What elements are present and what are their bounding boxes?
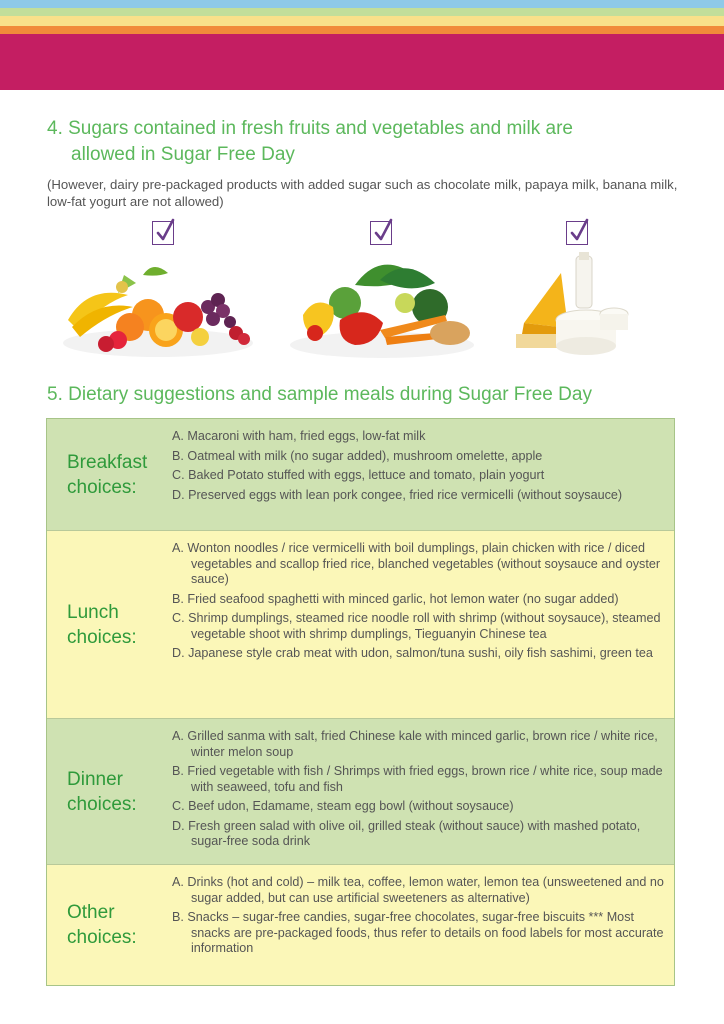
dairy-image — [506, 248, 636, 366]
section-4-heading-line2: allowed in Sugar Free Day — [71, 144, 295, 165]
header-stripe-yellow — [0, 16, 724, 26]
meal-items — [172, 719, 674, 864]
header-stripe-blue — [0, 0, 724, 8]
meal-item: A. Grilled sanma with salt, fried Chinese kale with minced garlic, brown rice / white rice, winter melon soup — [172, 729, 658, 759]
meal-item: B. Fried vegetable with fish / Shrimps with fried eggs, brown rice / white rice, soup made with seaweed, tofu and fish — [172, 764, 663, 794]
meal-label-line2: choices: — [67, 927, 137, 948]
meal-row-breakfast — [47, 419, 674, 531]
meal-item: C. Shrimp dumplings, steamed rice noodle roll with shrimp (without soysauce), steamed vegetable shoot with shrimp dumplings, Tieguanyin Chinese tea — [172, 611, 661, 641]
meals-table — [46, 418, 675, 986]
meal-label-line2: choices: — [67, 476, 137, 498]
fruits-image — [58, 245, 258, 365]
meal-label-line2: choices: — [67, 793, 137, 815]
section-5-heading: 5. Dietary suggestions and sample meals during Sugar Free Day — [47, 384, 592, 405]
checkmark-icon — [370, 221, 392, 245]
meal-label-line1: Other — [67, 902, 115, 923]
meal-items — [172, 531, 674, 718]
checkmark-icon — [152, 221, 174, 245]
meal-items — [172, 419, 674, 530]
meal-label-line2: choices: — [67, 626, 137, 648]
section-4-heading — [47, 116, 687, 168]
meal-item: D. Japanese style crab meat with udon, salmon/tuna sushi, oily fish sashimi, green tea — [172, 646, 653, 660]
meal-row-other — [47, 865, 674, 985]
meal-items — [172, 865, 674, 985]
header-stripe-green — [0, 8, 724, 16]
meal-item: C. Baked Potato stuffed with eggs, lettuce and tomato, plain yogurt — [172, 468, 545, 482]
meal-item: A. Wonton noodles / rice vermicelli with boil dumplings, plain chicken with rice / diced vegetables and scallop fried rice, blanched vegetables (without soysauce and oyster sauce) — [172, 541, 661, 586]
header-stripe-orange — [0, 26, 724, 34]
meal-item: B. Oatmeal with milk (no sugar added), mushroom omelette, apple — [172, 448, 543, 463]
meal-item: A. Macaroni with ham, fried eggs, low-fat milk — [172, 429, 426, 443]
meal-item: B. Fried seafood spaghetti with minced garlic, hot lemon water (no sugar added) — [172, 591, 619, 606]
meal-label — [47, 531, 172, 718]
meal-row-dinner — [47, 719, 674, 865]
meal-label-line1: Lunch — [67, 601, 119, 623]
meal-item: B. Snacks – sugar-free candies, sugar-free chocolates, sugar-free biscuits *** Most snacks are pre-packaged foods, thus refer to details on food labels for most accurate information — [172, 910, 664, 955]
meal-label-line1: Breakfast — [67, 451, 148, 473]
meal-item: C. Beef udon, Edamame, steam egg bowl (without soysauce) — [172, 799, 514, 813]
meal-label-line1: Dinner — [67, 768, 123, 790]
vegetables-image — [285, 245, 480, 365]
meal-item: A. Drinks (hot and cold) – milk tea, coffee, lemon water, lemon tea (unsweetened and no sugar added, but can use artificial sweeteners as alternative) — [172, 875, 664, 905]
meal-item: D. Preserved eggs with lean pork congee, fried rice vermicelli (without soysauce) — [172, 487, 623, 502]
section-4-heading-line1: 4. Sugars contained in fresh fruits and vegetables and milk are — [47, 118, 573, 139]
meal-label — [47, 419, 172, 530]
meal-label — [47, 865, 172, 985]
header-banner — [0, 34, 724, 90]
section-4-note: (However, dairy pre-packaged products with added sugar such as chocolate milk, papaya milk, banana milk, low-fat yogurt are not allowed) — [47, 177, 678, 209]
meal-label — [47, 719, 172, 864]
meal-item: D. Fresh green salad with olive oil, grilled steak (without sauce) with mashed potato, sugar-free soda drink — [172, 818, 641, 848]
meal-row-lunch — [47, 531, 674, 719]
checkmark-icon — [566, 221, 588, 245]
